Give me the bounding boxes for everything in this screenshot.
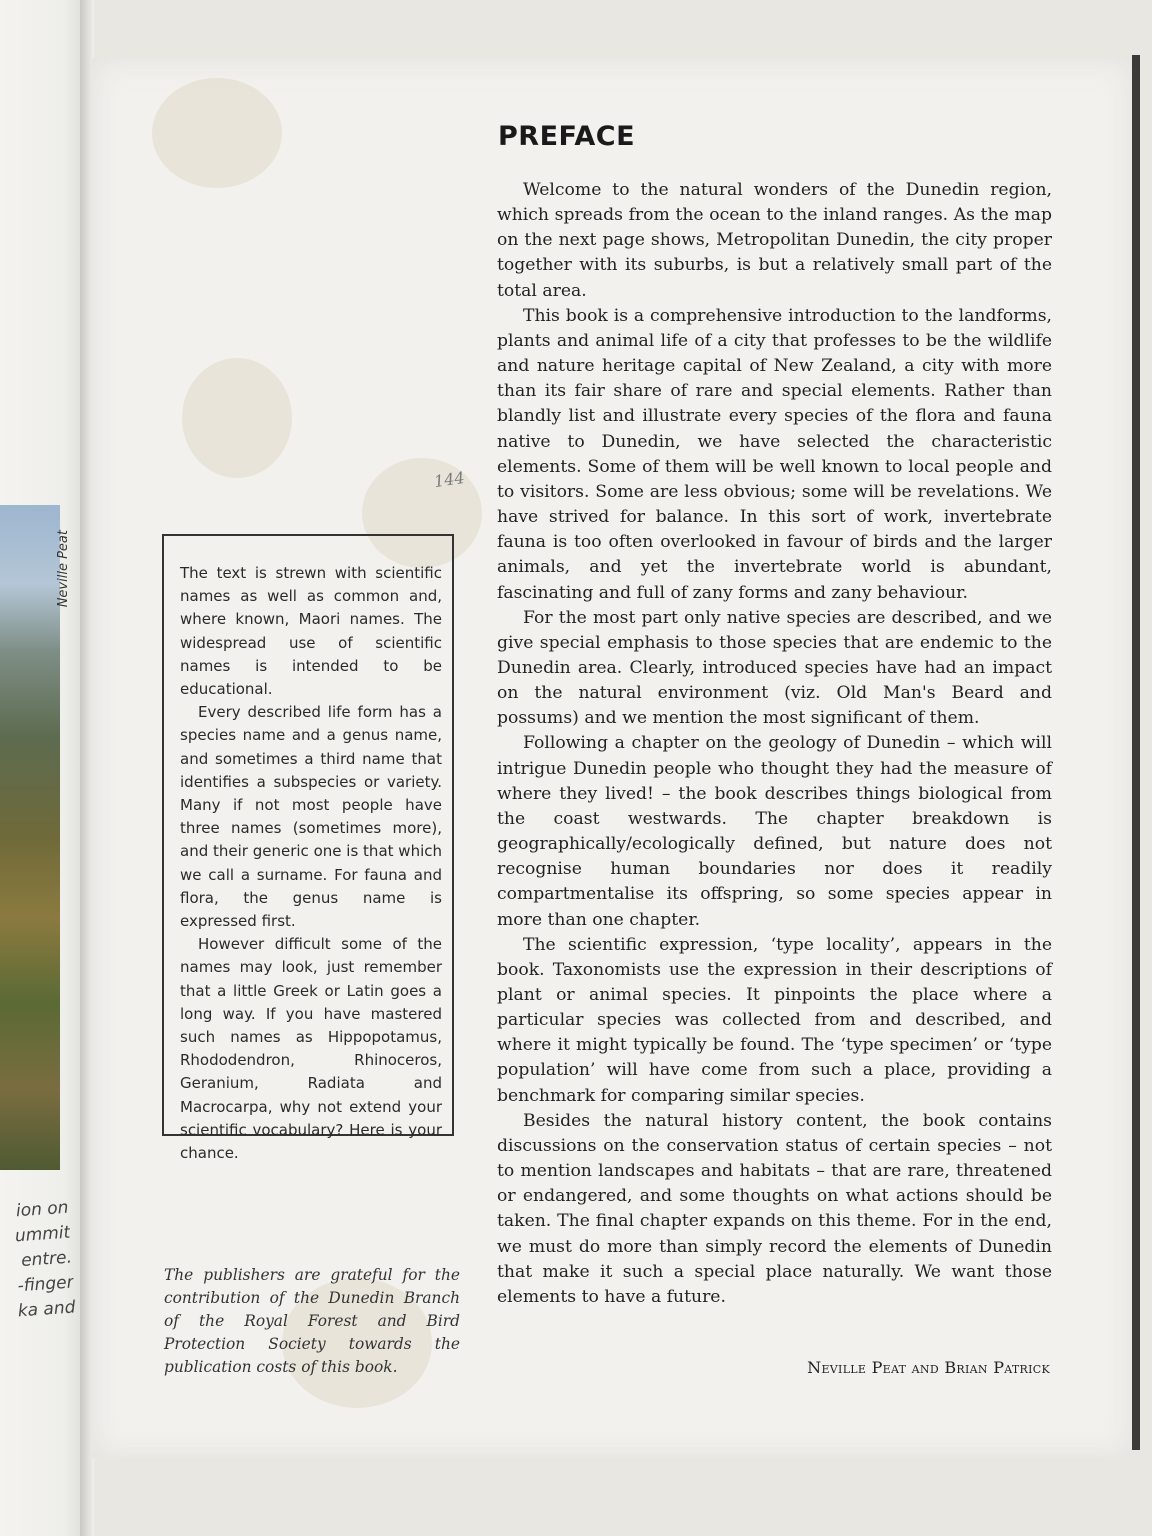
body-paragraph: For the most part only native species are described, and we give special emphasis to those species that are endemic to the Dunedin area. Clearly, introduced species have had an impact on the natural environment (viz. Old Man's Beard and possums) and we mention the most significant of them. [497, 607, 1052, 729]
caption-line: ion on [15, 1197, 70, 1222]
body-paragraph: Following a chapter on the geology of Dunedin – which will intrigue Dunedin people who thought they had the measure of where they lived! – the book describes things biological from the coast westwards. The chapter breakdown is geographically/ecologically defined, but nature does not recognise human boundaries nor does it readily compartmentalise its offspring, so some species appear in more than one chapter. [497, 733, 1052, 930]
caption-line: entre. [20, 1247, 73, 1272]
sidebar-paragraph: The text is strewn with scientific names as well as common and, where known, Maori names. The widespread use of scientific names is intended to be educational. [180, 564, 442, 699]
caption-line: ummit [14, 1222, 71, 1247]
page-stain [182, 358, 292, 478]
body-paragraph: Welcome to the natural wonders of the Dunedin region, which spreads from the ocean to the inland ranges. As the map on the next page shows, Metropolitan Dunedin, the city proper together with its suburbs, is but a relatively small part of the total area. [497, 180, 1052, 301]
sidebar-paragraph: Every described life form has a species name and a genus name, and sometimes a third name that identifies a subspecies or variety. Many if not most people have three names (sometimes more), and their generic one is that which we call a surname. For fauna and flora, the genus name is expressed first. [180, 703, 442, 931]
body-paragraph: Besides the natural history content, the book contains discussions on the conservation status of certain species – not to mention landscapes and habitats – that are rare, threatened or endangered, and some thoughts on what actions should be taken. The final chapter expands on this theme. For in the end, we must do more than simply record the elements of Dunedin that make it such a special place naturally. We want those elements to have a future. [497, 1110, 1052, 1307]
author-signature: Neville Peat and Brian Patrick [807, 1358, 1050, 1377]
sidebar-box [162, 534, 454, 1163]
cover-edge [1132, 55, 1140, 1450]
landscape-photo [0, 505, 60, 1170]
handwritten-note: 144 [432, 467, 466, 492]
publisher-note: The publishers are grateful for the contribution of the Dunedin Branch of the Royal Forest and Bird Protection Society towards the publication costs of this book. [164, 1266, 460, 1376]
page-title: PREFACE [498, 121, 636, 152]
preface-body [497, 178, 1052, 1310]
photo-caption-fragment [0, 1196, 76, 1326]
caption-line: ka and [17, 1297, 77, 1322]
caption-line: -finger [16, 1272, 75, 1297]
photo-credit: Neville Peat [56, 530, 71, 608]
body-paragraph: This book is a comprehensive introduction to the landforms, plants and animal life of a city that professes to be the wildlife and nature heritage capital of New Zealand, a city with more than its fair share of rare and special elements. Rather than blandly list and illustrate every species of the flora and fauna native to Dunedin, we have selected the characteristic elements. Some of them will be well known to local people and to visitors. Some are less obvious; some will be revelations. We have strived for balance. In this sort of work, invertebrate fauna is too often overlooked in favour of birds and the larger animals, and yet the invertebrate world is abundant, fascinating and full of zany forms and zany behaviour. [497, 305, 1052, 603]
left-facing-page [0, 0, 92, 1536]
body-paragraph: The scientific expression, ‘type locality’, appears in the book. Taxonomists use the expression in their descriptions of plant or animal species. It pinpoints the place where a particular species was collected from and described, and where it might typically be found. The ‘type specimen’ or ‘type population’ will have come from such a place, providing a benchmark for comparing similar species. [497, 934, 1052, 1106]
sidebar-text [180, 562, 442, 1165]
preface-page [92, 58, 1132, 1458]
sidebar-paragraph: However difficult some of the names may look, just remember that a little Greek or Latin goes a long way. If you have mastered such names as Hippopotamus, Rhododendron, Rhinoceros, Geranium, Radiata and Macrocarpa, why not extend your scientific vocabulary? Here is your chance. [180, 935, 442, 1163]
page-stain [152, 78, 282, 188]
